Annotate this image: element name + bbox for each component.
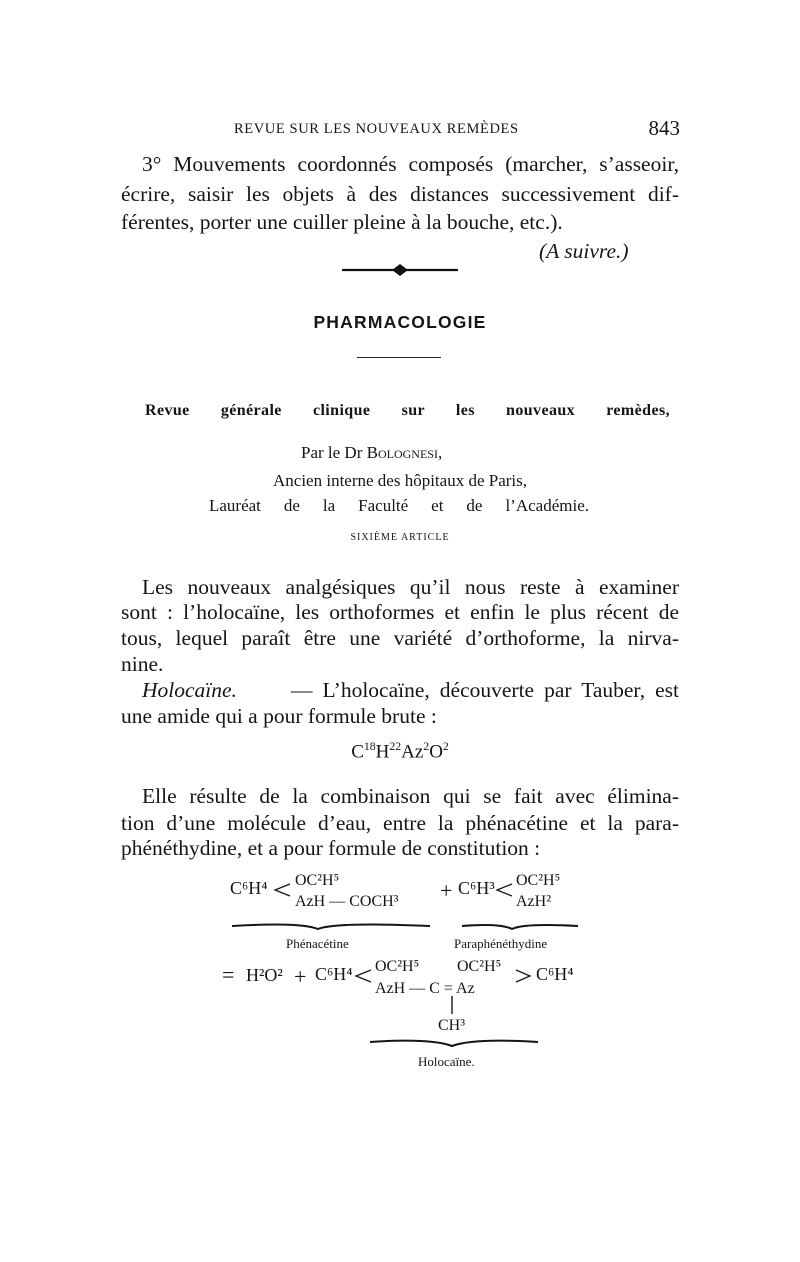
formula-text: C⁶H³ [458, 878, 495, 898]
page-header [122, 117, 682, 145]
formula-text: OC²H⁵ [457, 958, 502, 975]
intro-line: férentes, porter une cuiller pleine à la bouche, etc.). [121, 210, 563, 234]
constitution-formula [0, 868, 800, 1098]
section-rule [357, 357, 441, 358]
formula-text: AzH — COCH³ [295, 893, 399, 910]
branch-mark [275, 884, 290, 896]
branch-mark [516, 970, 530, 982]
label-phenacetine: Phénacétine [286, 936, 349, 951]
ornament-divider [342, 263, 458, 277]
branch-mark [356, 970, 371, 982]
brace [232, 925, 430, 929]
page-number: 843 [648, 116, 680, 140]
formula-text: + [440, 878, 453, 903]
intro-line: écrire, saisir les objets à des distances successivement dif- [121, 182, 679, 206]
label-holocaine: Holocaïne. [418, 1054, 475, 1069]
brace [370, 1041, 538, 1046]
body-line [142, 677, 679, 703]
formula-text: C⁶H⁴ [230, 878, 268, 898]
formula-text: C⁶H⁴ [536, 964, 574, 984]
formula-text: AzH² [516, 893, 552, 910]
body-line: une amide qui a pour formule brute : [121, 704, 437, 728]
article-number: SIXIÈME ARTICLE [350, 532, 450, 543]
affiliation: Lauréat de la Faculté et de l’Académie. [209, 496, 589, 515]
formula-text: H²O² [246, 965, 283, 985]
formula-text: OC²H⁵ [516, 872, 561, 889]
label-paraphenethydine: Paraphénéthydine [454, 936, 548, 951]
byline-prefix: Par le Dr [301, 443, 363, 462]
body-line: Les nouveaux analgésiques qu’il nous reste à examiner [142, 575, 679, 599]
brace [462, 925, 578, 929]
formula-text: C⁶H⁴ [315, 964, 353, 984]
intro-line: 3° Mouvements coordonnés composés (marcher, s’asseoir, [142, 152, 679, 176]
formula-text: OC²H⁵ [295, 872, 340, 889]
body-line: tous, lequel paraît être une variété d’orthoforme, la nirva- [121, 626, 679, 650]
formula-text: + [294, 964, 307, 989]
section-title: PHARMACOLOGIE [313, 312, 487, 332]
formula-text: CH³ [438, 1017, 466, 1034]
term-holocaine: Holocaïne. [142, 678, 237, 702]
formula-text: OC²H⁵ [375, 958, 420, 975]
body-line: phénéthydine, et a pour formule de constitution : [121, 836, 541, 860]
formula-text: = [222, 962, 235, 987]
byline [301, 440, 442, 466]
body-line-rest: — L’holocaïne, découverte par Tauber, est [291, 678, 679, 702]
body-line: tion d’une molécule d’eau, entre la phénacétine et la para- [121, 811, 679, 835]
to-be-continued: (A suivre.) [539, 239, 629, 263]
article-title: Revue générale clinique sur les nouveaux remèdes, [145, 402, 670, 419]
body-line: nine. [121, 652, 164, 676]
author-name: Bolognesi, [366, 443, 443, 462]
running-title: REVUE SUR LES NOUVEAUX REMÈDES [234, 121, 519, 137]
formula-text: AzH — C = Az [375, 980, 475, 997]
affiliation: Ancien interne des hôpitaux de Paris, [273, 471, 527, 490]
formula-brute: $C^{18}H^{22}Az^2O^2$ [351, 740, 449, 763]
branch-mark [497, 884, 512, 896]
body-line: Elle résulte de la combinaison qui se fait avec élimina- [142, 784, 679, 808]
body-line: sont : l’holocaïne, les orthoformes et enfin le plus récent de [121, 600, 679, 624]
